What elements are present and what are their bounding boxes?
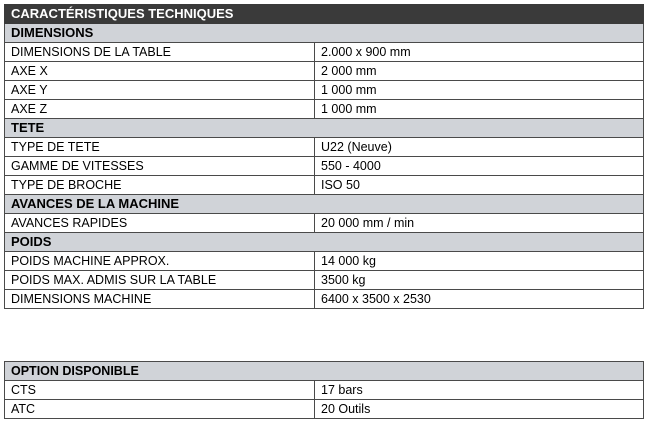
spec-table-title: CARACTÉRISTIQUES TECHNIQUES (5, 5, 644, 24)
row-label: GAMME DE VITESSES (5, 157, 315, 176)
section-heading-dimensions (5, 24, 644, 43)
option-table-heading-row (5, 362, 644, 381)
table-row (5, 176, 644, 195)
table-row (5, 290, 644, 309)
section-heading-avances (5, 195, 644, 214)
row-value: 550 - 4000 (315, 157, 644, 176)
table-row (5, 400, 644, 419)
table-row (5, 62, 644, 81)
option-table (4, 361, 644, 419)
row-value: 14 000 kg (315, 252, 644, 271)
row-label: POIDS MAX. ADMIS SUR LA TABLE (5, 271, 315, 290)
row-label: ATC (5, 400, 315, 419)
table-row (5, 100, 644, 119)
row-label: DIMENSIONS MACHINE (5, 290, 315, 309)
row-value: 2.000 x 900 mm (315, 43, 644, 62)
row-value: 1 000 mm (315, 81, 644, 100)
row-value: 3500 kg (315, 271, 644, 290)
row-label: TYPE DE TETE (5, 138, 315, 157)
row-label: DIMENSIONS DE LA TABLE (5, 43, 315, 62)
section-heading: POIDS (5, 233, 644, 252)
row-value: 1 000 mm (315, 100, 644, 119)
row-label: CTS (5, 381, 315, 400)
table-row (5, 271, 644, 290)
row-value: 6400 x 3500 x 2530 (315, 290, 644, 309)
table-row (5, 381, 644, 400)
table-row (5, 138, 644, 157)
section-heading: AVANCES DE LA MACHINE (5, 195, 644, 214)
row-label: AXE Y (5, 81, 315, 100)
table-row (5, 214, 644, 233)
row-value: ISO 50 (315, 176, 644, 195)
table-row (5, 157, 644, 176)
table-row (5, 252, 644, 271)
row-value: 20 Outils (315, 400, 644, 419)
row-label: TYPE DE BROCHE (5, 176, 315, 195)
row-label: AVANCES RAPIDES (5, 214, 315, 233)
table-row (5, 43, 644, 62)
row-value: 17 bars (315, 381, 644, 400)
option-table-heading: OPTION DISPONIBLE (5, 362, 644, 381)
section-heading-poids (5, 233, 644, 252)
row-value: U22 (Neuve) (315, 138, 644, 157)
row-label: AXE Z (5, 100, 315, 119)
spec-table (4, 4, 644, 309)
table-row (5, 81, 644, 100)
row-value: 2 000 mm (315, 62, 644, 81)
section-heading-tete (5, 119, 644, 138)
row-label: AXE X (5, 62, 315, 81)
section-heading: TETE (5, 119, 644, 138)
spec-table-title-row (5, 5, 644, 24)
row-value: 20 000 mm / min (315, 214, 644, 233)
row-label: POIDS MACHINE APPROX. (5, 252, 315, 271)
section-heading: DIMENSIONS (5, 24, 644, 43)
